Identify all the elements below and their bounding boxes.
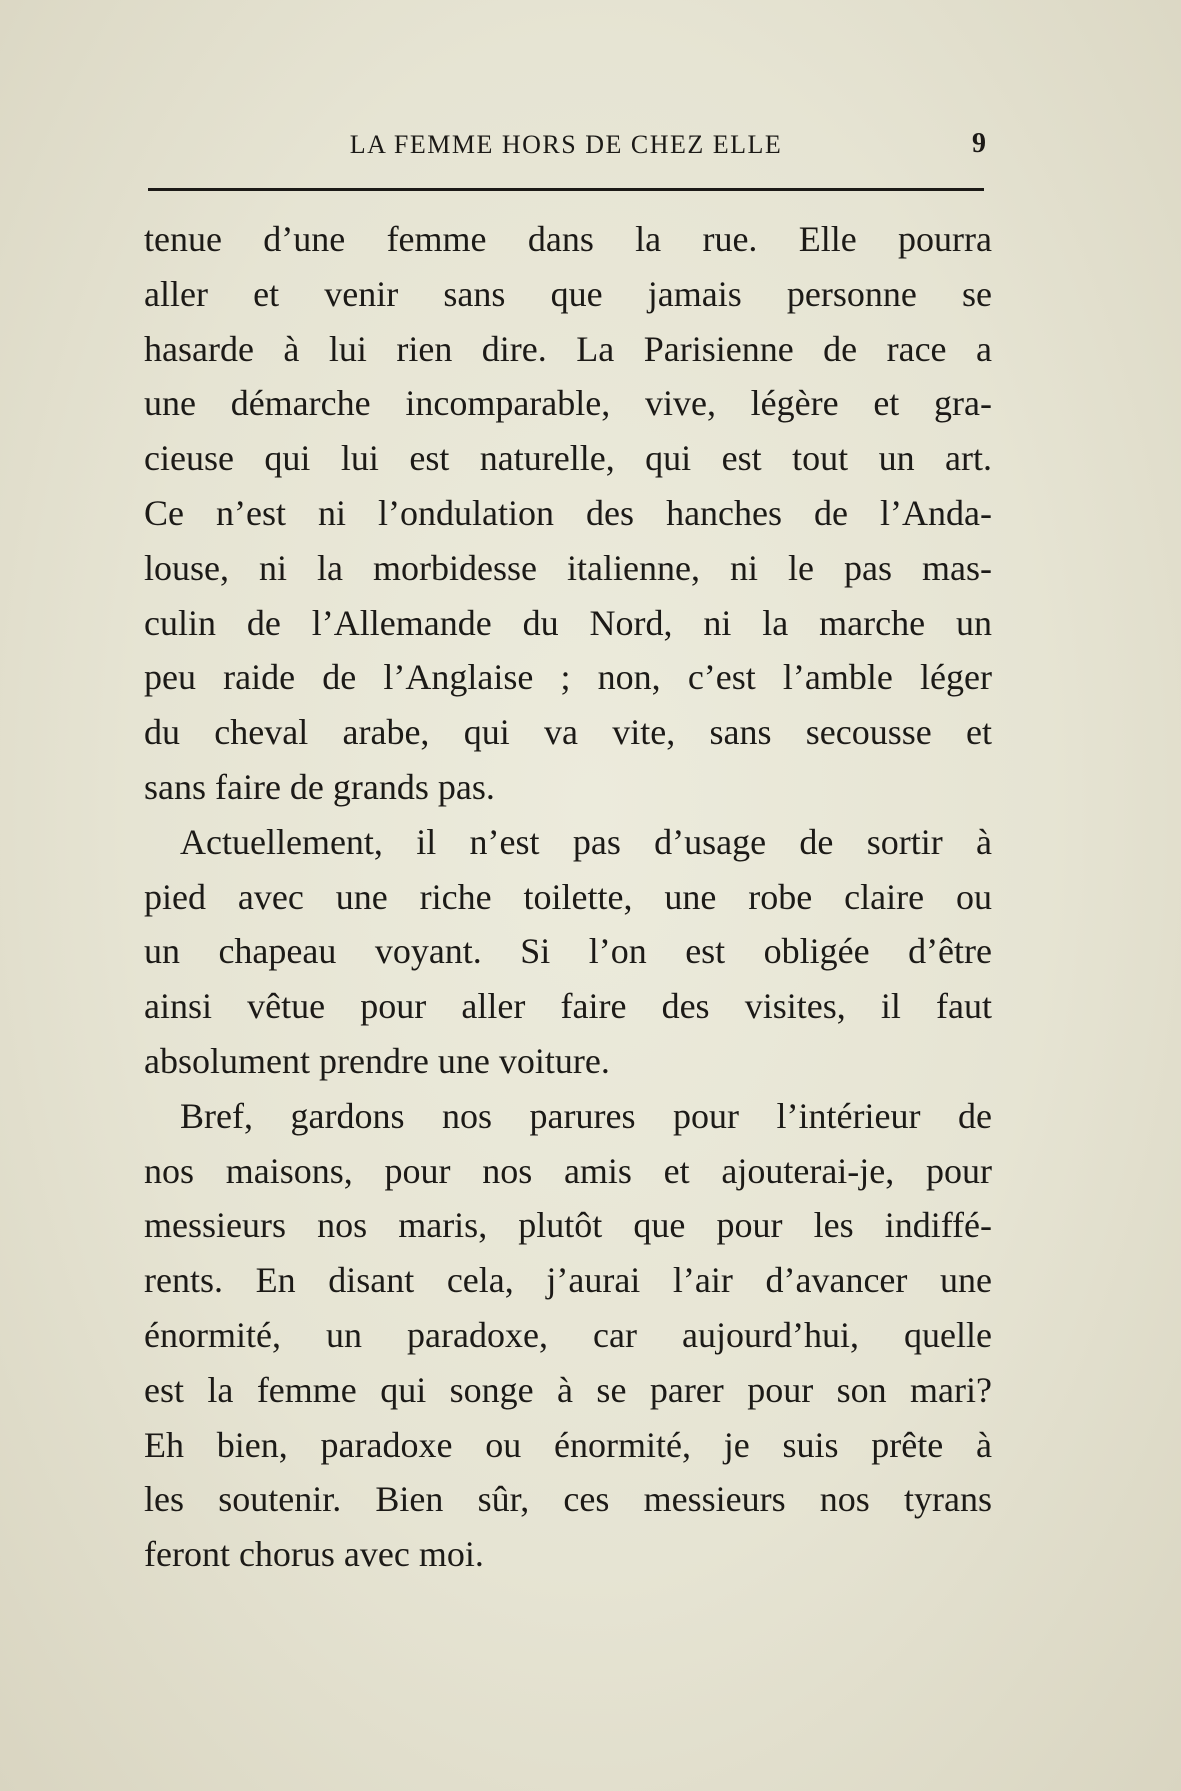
text-line: est la femme qui songe à se parer pour son mari? xyxy=(144,1369,992,1410)
text-line: aller et venir sans que jamais personne se xyxy=(144,273,992,314)
text-line: rents. En disant cela, j’aurai l’air d’avancer une xyxy=(144,1260,992,1301)
text-line: une démarche incomparable, vive, légère et gra- xyxy=(144,383,992,424)
text-line: du cheval arabe, qui va vite, sans secousse et xyxy=(144,712,992,753)
text-line: culin de l’Allemande du Nord, ni la marche un xyxy=(144,602,992,643)
paragraph-3 xyxy=(144,1089,992,1582)
text-line: peu raide de l’Anglaise ; non, c’est l’amble léger xyxy=(144,657,992,698)
text-line: un chapeau voyant. Si l’on est obligée d’être xyxy=(144,931,992,972)
text-line: feront chorus avec moi. xyxy=(144,1534,484,1575)
text-line: ainsi vêtue pour aller faire des visites, il faut xyxy=(144,986,992,1027)
text-line: énormité, un paradoxe, car aujourd’hui, quelle xyxy=(144,1314,992,1355)
header-rule xyxy=(148,188,984,191)
text-line: les soutenir. Bien sûr, ces messieurs nos tyrans xyxy=(144,1479,992,1520)
text-line: hasarde à lui rien dire. La Parisienne de race a xyxy=(144,328,992,369)
paragraph-1 xyxy=(144,212,992,815)
running-title: LA FEMME HORS DE CHEZ ELLE xyxy=(349,130,783,159)
text-line: Ce n’est ni l’ondulation des hanches de l’Anda- xyxy=(144,492,992,533)
text-line: absolument prendre une voiture. xyxy=(144,1040,610,1081)
body-text xyxy=(144,212,992,1582)
paragraph-2 xyxy=(144,815,992,1089)
text-line: cieuse qui lui est naturelle, qui est tout un art. xyxy=(144,438,992,479)
text-line: Bref, gardons nos parures pour l’intérieur de xyxy=(180,1095,992,1136)
text-line: pied avec une riche toilette, une robe claire ou xyxy=(144,876,992,917)
text-line: Eh bien, paradoxe ou énormité, je suis prête à xyxy=(144,1424,992,1465)
text-line: sans faire de grands pas. xyxy=(144,766,495,807)
text-line: messieurs nos maris, plutôt que pour les indiffé- xyxy=(144,1205,992,1246)
text-line: Actuellement, il n’est pas d’usage de sortir à xyxy=(180,821,992,862)
text-line: tenue d’une femme dans la rue. Elle pourra xyxy=(144,219,992,259)
page-number: 9 xyxy=(972,128,986,159)
text-line: nos maisons, pour nos amis et ajouterai-je, pour xyxy=(144,1150,992,1191)
text-line: louse, ni la morbidesse italienne, ni le pas mas- xyxy=(144,547,992,588)
page-header xyxy=(146,126,986,166)
